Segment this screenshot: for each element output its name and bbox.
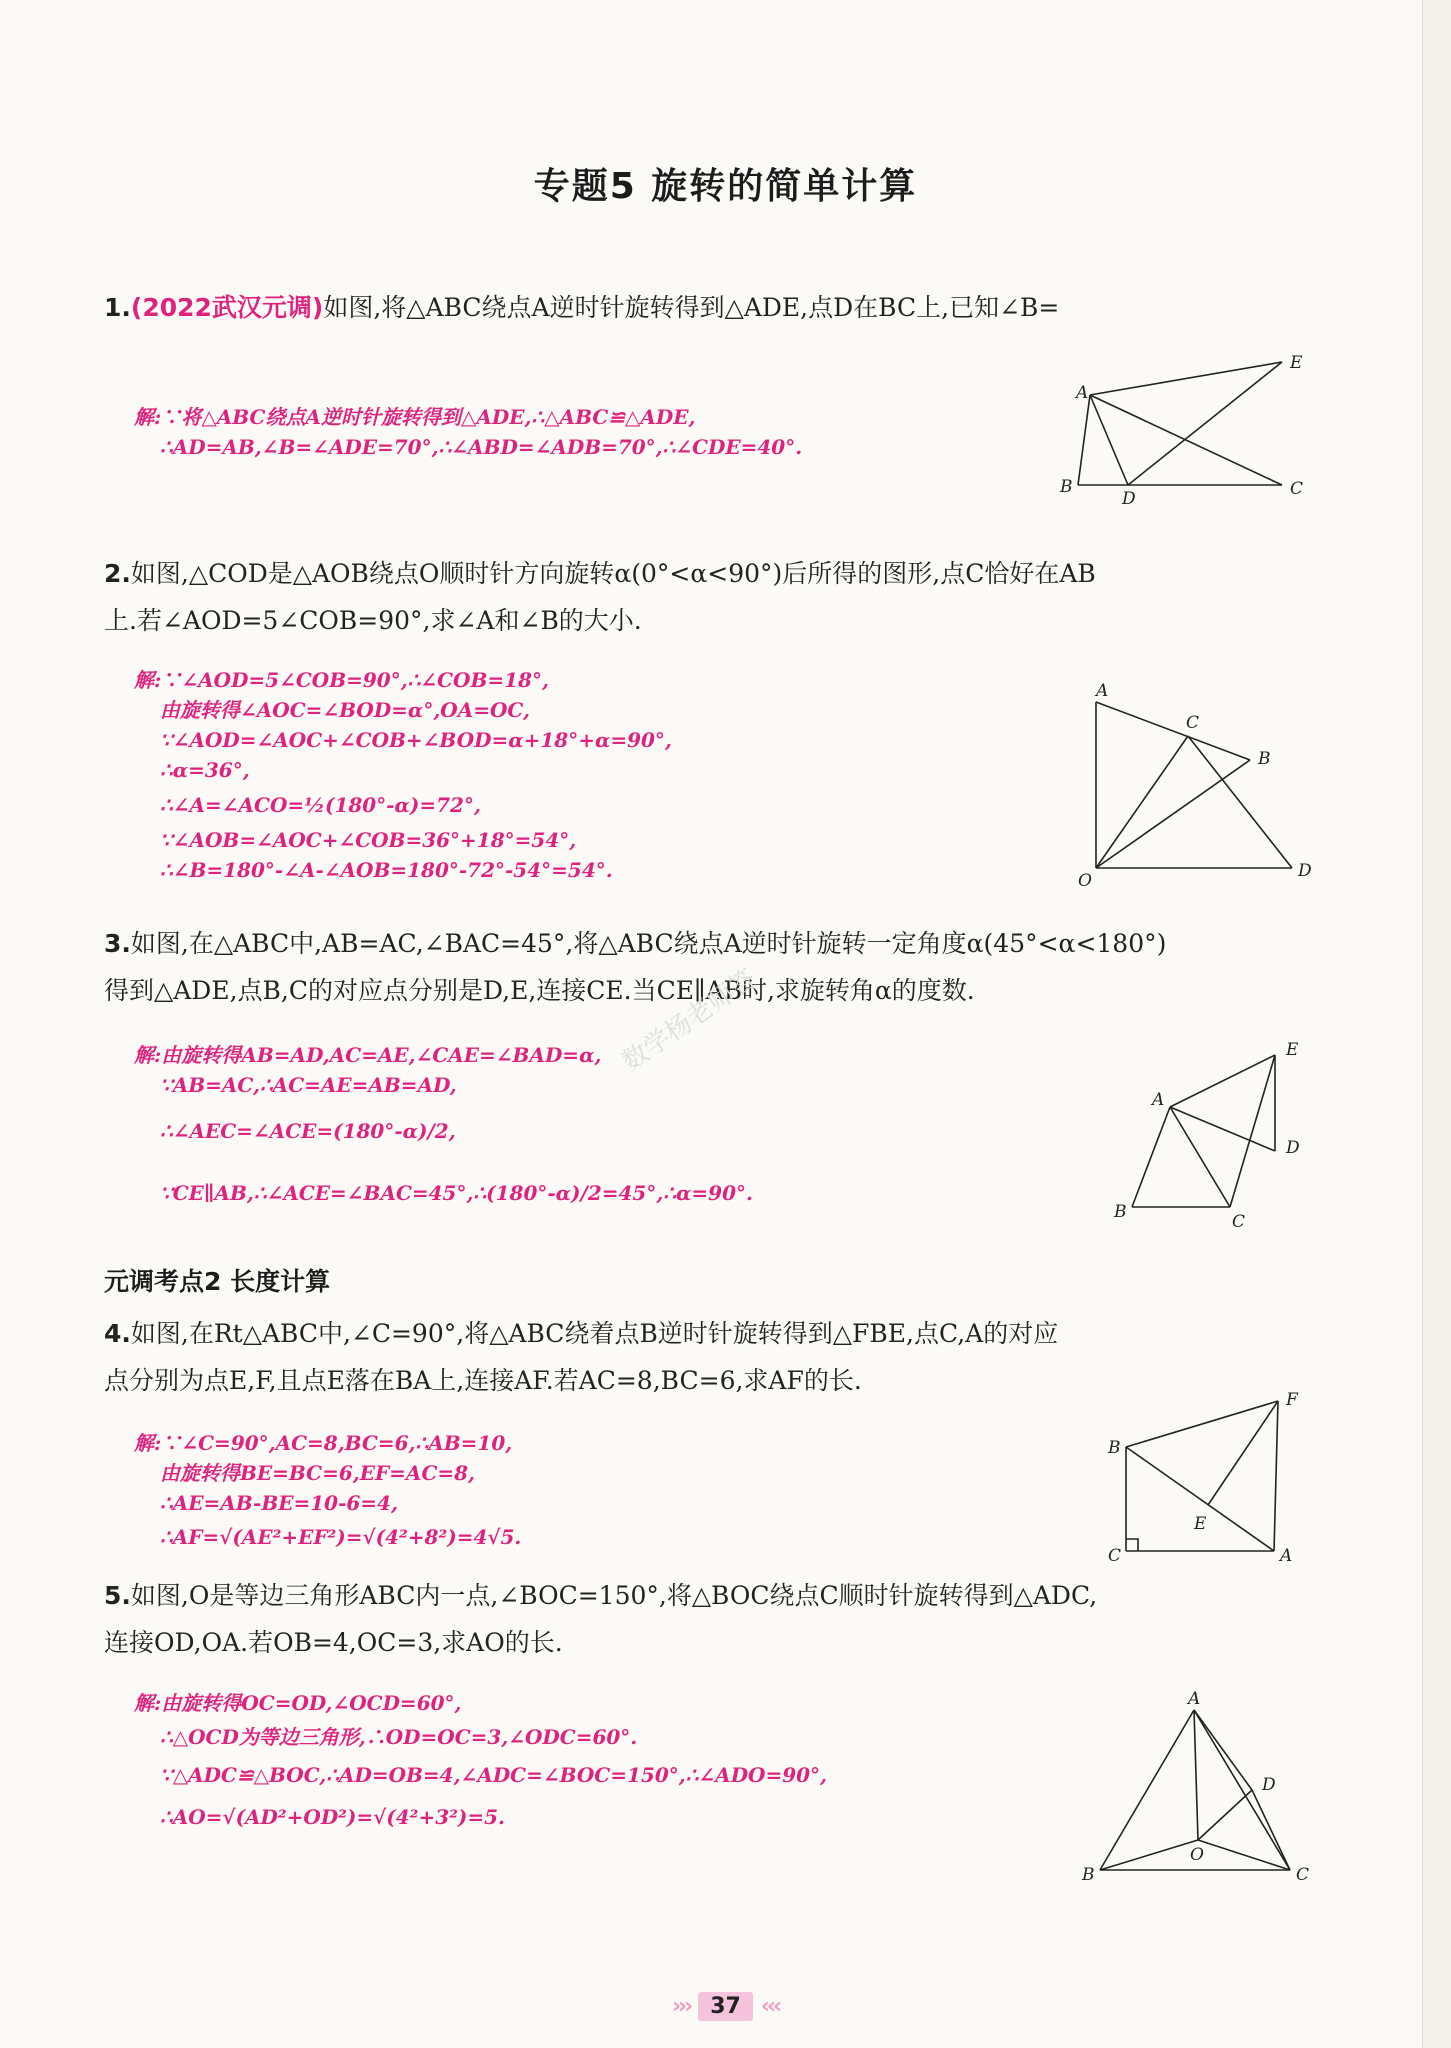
solution-3 [134,1040,1034,1224]
segment-dc [1252,1790,1290,1870]
label-d: D [1122,489,1136,509]
question-number: 3. [104,929,131,958]
solution-line: 解:由旋转得OC=OD,∠OCD=60°, [134,1691,462,1715]
label-b: B [1060,477,1073,497]
question-source: (2022武汉元调) [130,293,324,322]
label-c: C [1290,479,1304,499]
question-text: 如图,将△ABC绕点A逆时针旋转得到△ADE,点D在BC上,已知∠B= [323,293,1060,322]
segment-fa [1274,1401,1278,1551]
label-e: E [1290,353,1303,373]
question-number: 4. [104,1319,131,1348]
segment-ob [1096,760,1250,868]
segment-ao [1194,1710,1198,1840]
segment-ad [1090,395,1128,485]
label-d: D [1298,861,1312,881]
question-text: 如图,在Rt△ABC中,∠C=90°,将△ABC绕着点B逆时针旋转得到△FBE,点C,A的对应 [130,1319,1059,1348]
solution-line: ∴AF=√(AE²+EF²)=√(4²+8²)=4√5. [160,1525,522,1549]
question-text: 得到△ADE,点B,C的对应点分别是D,E,连接CE.当CE∥AB时,求旋转角α的度数. [104,976,975,1005]
segment-ad [1170,1107,1275,1151]
label-b: B [1258,749,1271,769]
question-1 [104,284,1314,331]
solution-line: ∴∠A=∠ACO=½(180°-α)=72°, [160,793,481,817]
segment-oc [1096,736,1188,868]
section-heading: 元调考点2 长度计算 [104,1267,331,1296]
double-chevron-left-icon: ‹‹‹ [760,1994,780,2019]
label-b: B [1082,1865,1095,1885]
label-c: C [1232,1212,1246,1232]
question-text: 如图,在△ABC中,AB=AC,∠BAC=45°,将△ABC绕点A逆时针旋转一定角度α(45°<α<180°) [130,929,1167,958]
label-a: A [1188,1690,1201,1709]
segment-ac [1090,395,1282,485]
figure-5 [1080,1690,1330,1890]
question-number: 1. [104,293,131,322]
right-angle-mark [1126,1539,1138,1551]
label-c: C [1296,1865,1310,1885]
solution-line: ∴AE=AB-BE=10-6=4, [160,1491,398,1515]
question-number: 5. [104,1581,131,1610]
solution-line: ∴AD=AB,∠B=∠ADE=70°,∴∠ABD=∠ADB=70°,∴∠CDE=40°. [160,435,803,459]
solution-4 [134,1428,1034,1556]
label-a: A [1076,383,1089,403]
figure-4 [1090,1385,1320,1575]
solution-line: ∵CE∥AB,∴∠ACE=∠BAC=45°,∴(180°-α)/2=45°,∴α=90°. [160,1181,753,1205]
watermark: 数学杨老师答 [616,963,762,1078]
solution-line: 解:由旋转得AB=AD,AC=AE,∠CAE=∠BAD=α, [134,1043,602,1067]
label-d: D [1286,1138,1300,1158]
page-footer [0,1992,1451,2021]
segment-ab [1132,1107,1170,1207]
segment-ae [1090,362,1282,395]
page-number: 37 [698,1992,753,2021]
segment-ce [1230,1055,1275,1207]
figure-3 [1090,1035,1320,1235]
segment-od [1198,1790,1252,1840]
label-c: C [1186,713,1200,733]
label-a: A [1280,1546,1293,1566]
solution-line: 由旋转得BE=BC=6,EF=AC=8, [160,1461,476,1485]
solution-line: 由旋转得∠AOC=∠BOD=α°,OA=OC, [160,698,530,722]
label-o: O [1078,871,1092,890]
segment-fe [1208,1401,1278,1505]
label-d: D [1262,1775,1276,1795]
question-number: 2. [104,559,131,588]
solution-2 [134,665,1034,885]
question-text: 连接OD,OA.若OB=4,OC=3,求AO的长. [104,1628,563,1657]
solution-5 [134,1688,1034,1840]
label-f: F [1286,1390,1298,1410]
label-e: E [1286,1040,1299,1060]
solution-line: ∴∠B=180°-∠A-∠AOB=180°-72°-54°=54°. [160,858,613,882]
segment-ba [1126,1447,1274,1551]
double-chevron-right-icon: ››› [671,1994,691,2019]
solution-1 [134,402,1034,462]
segment-ab [1096,702,1250,760]
question-5 [104,1572,1314,1666]
solution-line: ∵AB=AC,∴AC=AE=AB=AD, [160,1073,457,1097]
solution-line: ∵∠AOD=∠AOC+∠COB+∠BOD=α+18°+α=90°, [160,728,672,752]
segment-bf [1126,1401,1278,1447]
question-text: 如图,O是等边三角形ABC内一点,∠BOC=150°,将△BOC绕点C顺时针旋转得到△ADC, [130,1581,1098,1610]
label-a: A [1096,681,1109,701]
solution-line: ∴AO=√(AD²+OD²)=√(4²+3²)=5. [160,1805,505,1829]
question-text: 如图,△COD是△AOB绕点O顺时针方向旋转α(0°<α<90°)后所得的图形,点C恰好在AB [130,559,1096,588]
solution-line: ∴α=36°, [160,758,250,782]
figure-2 [1060,680,1320,890]
solution-line: ∴△OCD为等边三角形,∴OD=OC=3,∠ODC=60°. [160,1725,638,1749]
question-text: 上.若∠AOD=5∠COB=90°,求∠A和∠B的大小. [104,606,642,635]
segment-ae [1170,1055,1275,1107]
label-e: E [1194,1514,1207,1534]
question-2 [104,550,1314,644]
solution-line: 解:∵∠AOD=5∠COB=90°,∴∠COB=18°, [134,668,549,692]
solution-line: ∵△ADC≌△BOC,∴AD=OB=4,∠ADC=∠BOC=150°,∴∠ADO=90°, [160,1763,828,1787]
segment-ab [1078,395,1090,485]
solution-line: ∴∠AEC=∠ACE=(180°-α)/2, [160,1119,456,1143]
page-edge [1422,0,1451,2048]
solution-line: 解:∵将△ABC绕点A逆时针旋转得到△ADE,∴△ABC≌△ADE, [134,405,696,429]
label-b: B [1114,1202,1127,1222]
figure-1 [1050,350,1330,510]
question-text: 点分别为点E,F,且点E落在BA上,连接AF.若AC=8,BC=6,求AF的长. [104,1366,862,1395]
label-o: O [1190,1845,1204,1865]
segment-ad [1194,1710,1252,1790]
label-c: C [1108,1546,1122,1566]
segment-oc [1198,1840,1290,1870]
segment-ac [1170,1107,1230,1207]
label-b: B [1108,1438,1121,1458]
label-a: A [1152,1090,1165,1110]
page-title: 专题5 旋转的简单计算 [533,166,918,207]
solution-line: ∵∠AOB=∠AOC+∠COB=36°+18°=54°, [160,828,577,852]
solution-line: 解:∵∠C=90°,AC=8,BC=6,∴AB=10, [134,1431,513,1455]
